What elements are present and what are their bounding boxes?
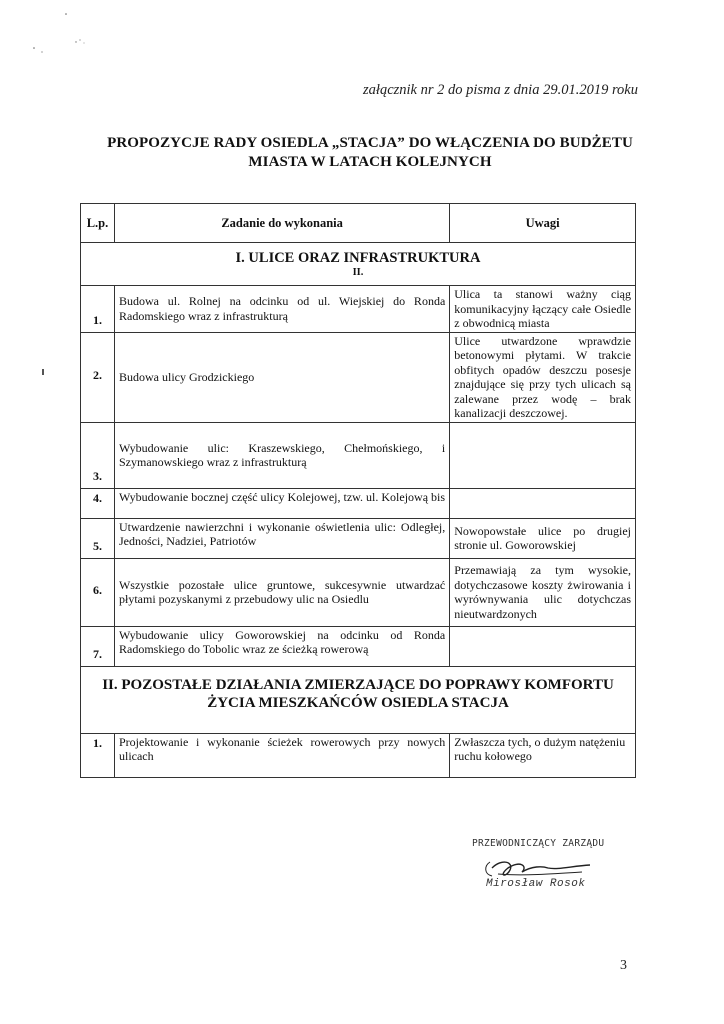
row-notes: Ulice utwardzone wprawdzie betonowymi płytami. W trakcie obfitych opadów deszczu posesje znajdujące się przy tych ulicach są zalewane przez wodę – brak kanalizacji deszczowej. [450,332,636,422]
row-notes [450,422,636,488]
row-notes: Ulica ta stanowi ważny ciąg komunikacyjny łączący całe Osiedle z obwodnicą miasta [450,286,636,333]
row-lp: 5. [81,518,115,558]
section-2-title-line-1: II. POZOSTAŁE DZIAŁANIA ZMIERZAJĄCE DO POPRAWY KOMFORTU [102,676,614,693]
signature-block [462,832,642,896]
section-1-title: I. ULICE ORAZ INFRASTRUKTURA [235,250,481,266]
row-notes: Przemawiają za tym wysokie, dotychczasowe koszty żwirowania i wyrównywania ulic dotychczas nieutwardzonych [450,558,636,626]
table-row [81,518,636,558]
section-2-heading [81,666,636,733]
row-task: Wybudowanie ulicy Goworowskiej na odcinku od Ronda Radomskiego do Tobolic wraz ze ścieżką rowerową [114,626,449,666]
row-lp: 7. [81,626,115,666]
row-task: Budowa ul. Rolnej na odcinku od ul. Wiejskiej do Ronda Radomskiego wraz z infrastrukturą [114,286,449,333]
scan-specks [20,8,120,68]
table-row [81,558,636,626]
attachment-note: załącznik nr 2 do pisma z dnia 29.01.2019 roku [363,82,638,98]
title-line-1: PROPOZYCJE RADY OSIEDLA „STACJA” DO WŁĄCZENIA DO BUDŻETU [107,135,633,151]
row-notes [450,488,636,518]
row-task: Wybudowanie bocznej część ulicy Kolejowej, tzw. ul. Kolejową bis [114,488,449,518]
signatory-name: Mirosław Rosok [486,878,586,890]
section-1-subtitle: II. [352,267,364,278]
row-lp: 3. [81,422,115,488]
row-task: Wybudowanie ulic: Kraszewskiego, Chełmońskiego, i Szymanowskiego wraz z infrastrukturą [114,422,449,488]
row-lp: 6. [81,558,115,626]
table-row [81,626,636,666]
row-lp: 1. [81,733,115,777]
row-task: Wszystkie pozostałe ulice gruntowe, sukcesywnie utwardzać płytami pozyskanymi z przebudowy ulic na Osiedlu [114,558,449,626]
row-lp: 4. [81,488,115,518]
table-row [81,332,636,422]
header-notes: Uwagi [450,204,636,243]
scan-mark [42,369,44,375]
row-notes: Nowopowstałe ulice po drugiej stronie ul. Goworowskiej [450,518,636,558]
section-2-title-line-2: ŻYCIA MIESZKAŃCÓW OSIEDLA STACJA [207,694,509,711]
title-line-2: MIASTA W LATACH KOLEJNYCH [248,154,492,170]
page-number: 3 [620,958,627,973]
header-task: Zadanie do wykonania [114,204,449,243]
row-task: Projektowanie i wykonanie ścieżek rowerowych przy nowych ulicach [114,733,449,777]
section-1-heading-row [81,243,636,286]
header-lp: L.p. [81,204,115,243]
row-task: Utwardzenie nawierzchni i wykonanie oświetlenia ulic: Odległej, Jedności, Nadziei, Patriotów [114,518,449,558]
table-row [81,422,636,488]
section-2-heading-row [81,666,636,733]
document-title [60,134,680,172]
table-row [81,733,636,777]
row-notes [450,626,636,666]
table-header-row [81,204,636,243]
row-task: Budowa ulicy Grodzickiego [114,332,449,422]
row-lp: 2. [81,332,115,422]
row-lp: 1. [81,286,115,333]
proposals-table [80,203,636,778]
table-row [81,286,636,333]
section-1-heading [81,243,636,286]
table-row [81,488,636,518]
stamp-title: PRZEWODNICZĄCY ZARZĄDU [472,838,605,849]
row-notes: Zwłaszcza tych, o dużym natężeniu ruchu kołowego [450,733,636,777]
